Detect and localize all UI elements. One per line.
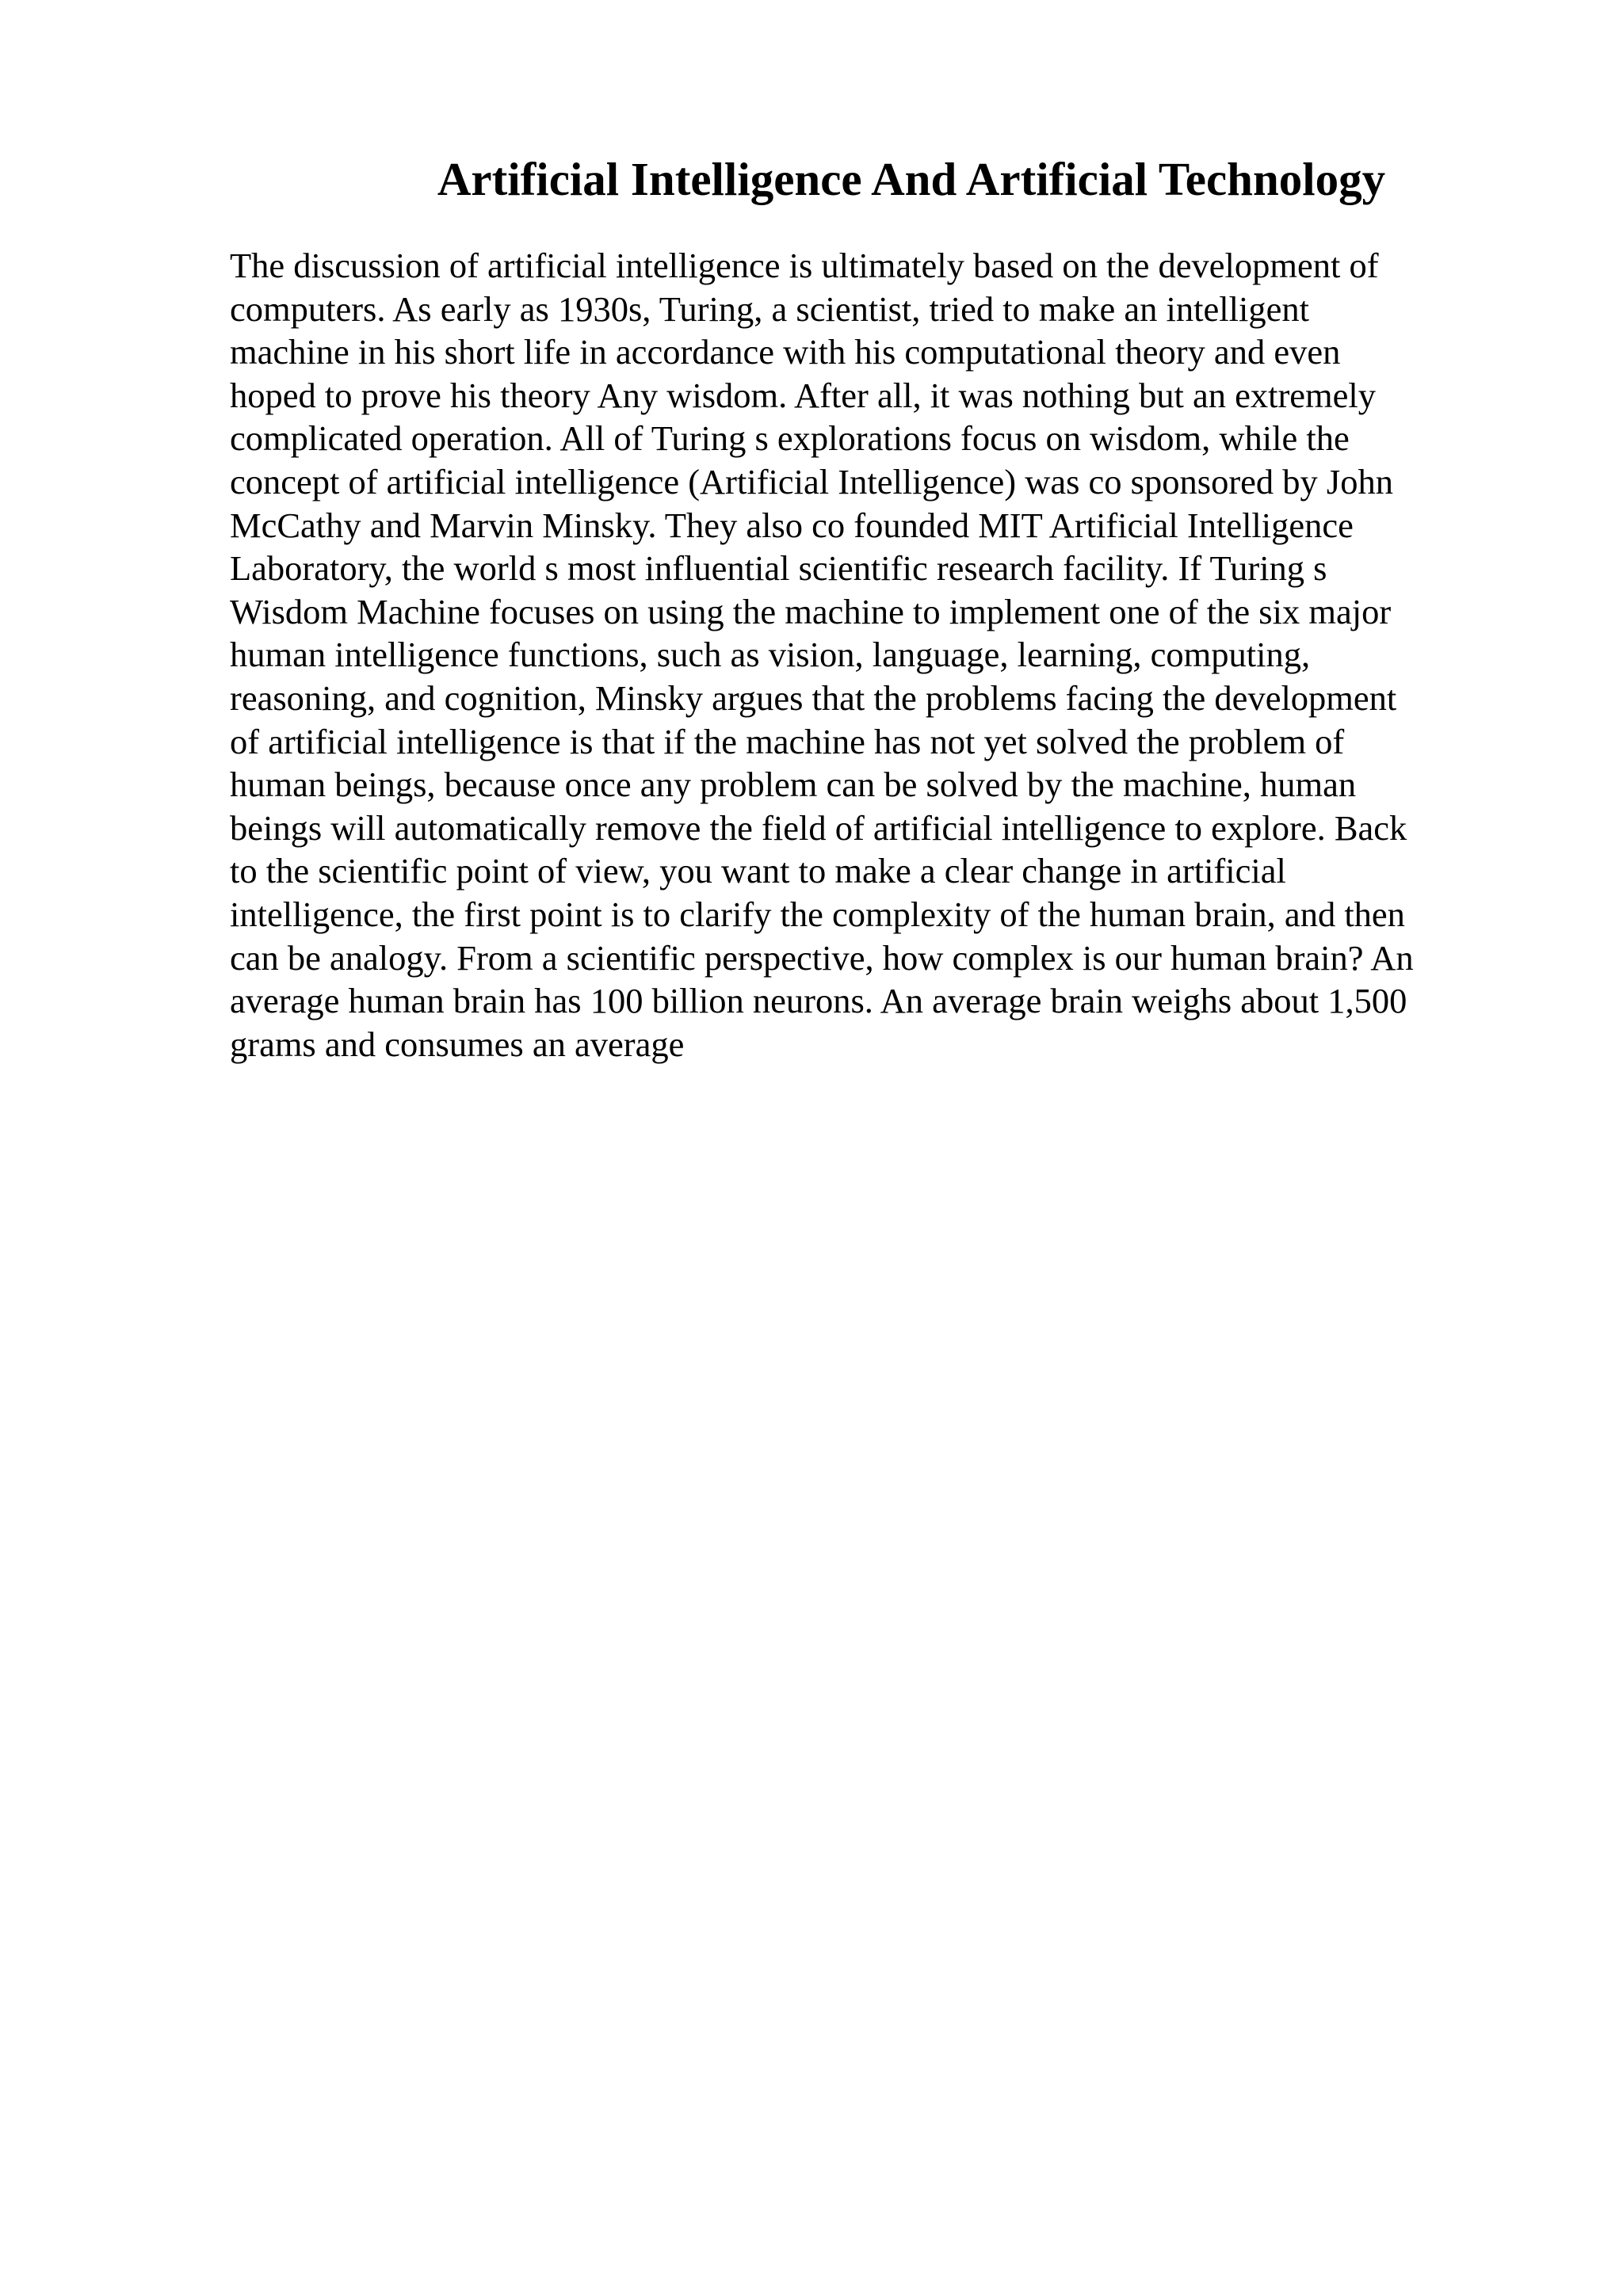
paragraph-line: beings will automatically remove the field of artificial intelligence to explore. Back xyxy=(230,807,1407,848)
paragraph-line: to the scientific point of view, you want to make a clear change in artificial xyxy=(230,851,1286,891)
paragraph-line: machine in his short life in accordance with his computational theory and even xyxy=(230,332,1341,372)
body-paragraph xyxy=(230,244,1514,1066)
paragraph-line: grams and consumes an average xyxy=(230,1024,685,1064)
paragraph-line: Wisdom Machine focuses on using the machine to implement one of the six major xyxy=(230,591,1392,631)
paragraph-line: average human brain has 100 billion neurons. An average brain weighs about 1,500 xyxy=(230,981,1407,1021)
paragraph-line: can be analogy. From a scientific perspective, how complex is our human brain? An xyxy=(230,937,1414,978)
paragraph-line: hoped to prove his theory Any wisdom. After all, it was nothing but an extremely xyxy=(230,375,1377,415)
paragraph-line: McCathy and Marvin Minsky. They also co founded MIT Artificial Intelligence xyxy=(230,505,1354,545)
paragraph-line: Laboratory, the world s most influential scientific research facility. If Turing s xyxy=(230,548,1327,589)
paragraph-line: human intelligence functions, such as vision, language, learning, computing, xyxy=(230,635,1311,675)
paragraph-line: computers. As early as 1930s, Turing, a scientist, tried to make an intelligent xyxy=(230,288,1309,329)
paragraph-line: The discussion of artificial intelligence is ultimately based on the development of xyxy=(230,246,1379,285)
paragraph-line: human beings, because once any problem can be solved by the machine, human xyxy=(230,765,1357,805)
paragraph-line: concept of artificial intelligence (Artificial Intelligence) was co sponsored by John xyxy=(230,461,1393,502)
document-title: Artificial Intelligence And Artificial Technology xyxy=(437,153,1386,205)
paragraph-line: intelligence, the first point is to clarify the complexity of the human brain, and then xyxy=(230,894,1405,934)
paragraph-line: reasoning, and cognition, Minsky argues that the problems facing the development xyxy=(230,677,1397,718)
paragraph-line: of artificial intelligence is that if the machine has not yet solved the problem of xyxy=(230,721,1345,761)
paragraph-line: complicated operation. All of Turing s explorations focus on wisdom, while the xyxy=(230,418,1350,459)
